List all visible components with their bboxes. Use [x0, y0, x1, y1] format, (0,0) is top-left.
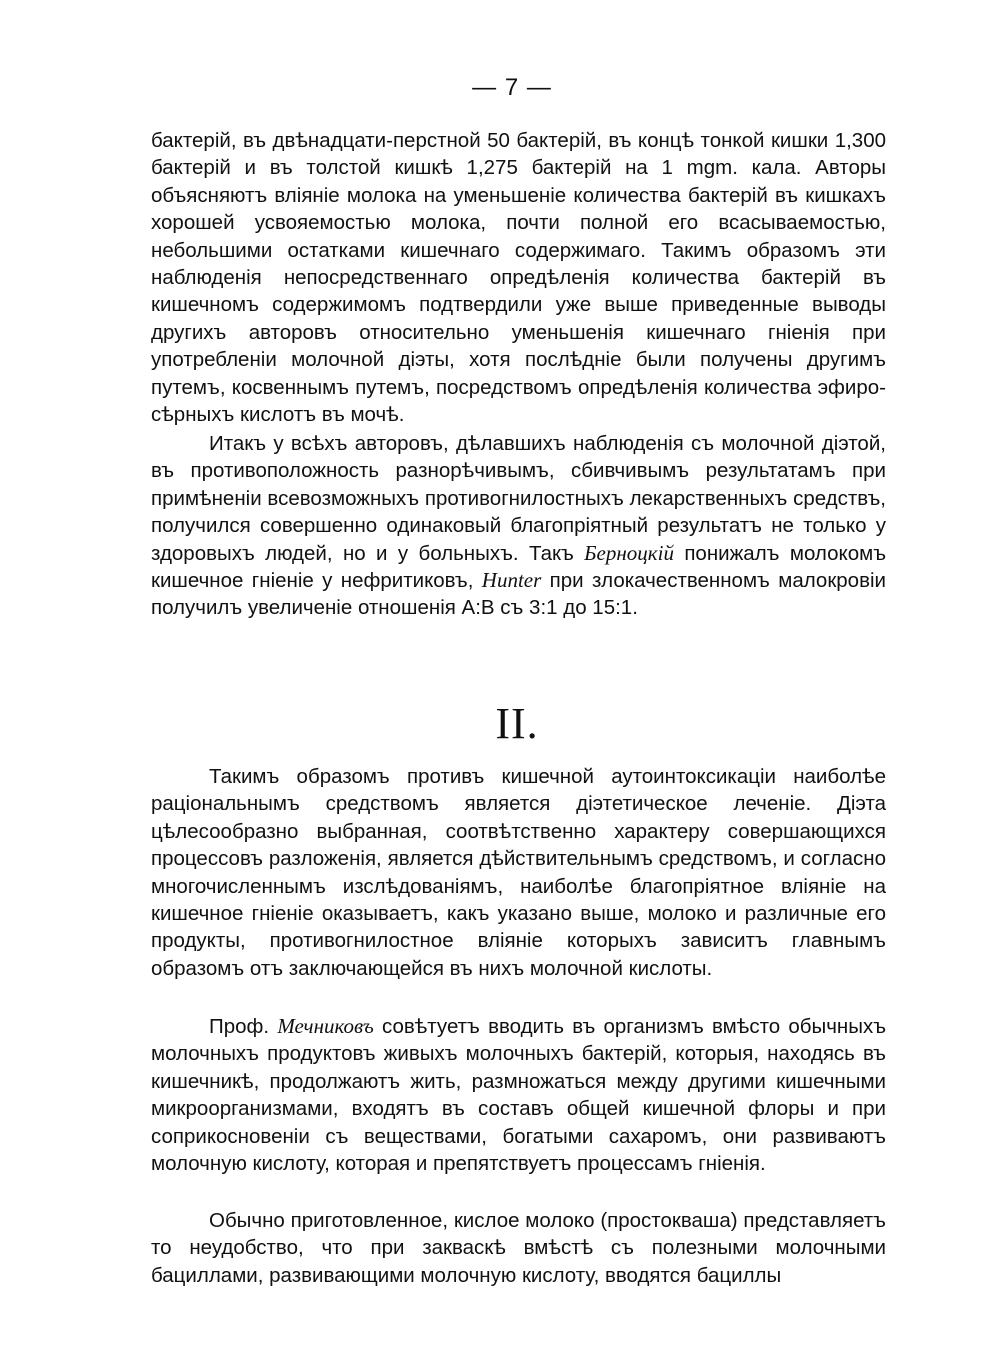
paragraph-text: Итакъ у всѣхъ авторовъ, дѣлавшихъ наблюденія съ молочной діэтой, въ противоположность разнорѣчивымъ, сбивчивымъ результатамъ при примѣненіи всевозможныхъ противогнилостныхъ лекарственныхъ средствъ, получился совершенно одинаковый благопріятный результатъ не только у здоровыхъ людей, но и у больныхъ. Такъ [151, 432, 886, 565]
paragraph-sour-milk [151, 1207, 886, 1289]
paragraph-text: Такимъ образомъ противъ кишечной аутоинтоксикаціи наиболѣе раціональнымъ средствомъ является діэтетическое леченіе. Діэта цѣлесообразно выбранная, соотвѣтственно характеру совершающихся процессовъ разложенія, является дѣйствительнымъ средствомъ, и согласно многочисленнымъ изслѣдованіямъ, наиболѣе благопріятное вліяніе на кишечное гніеніе оказываетъ, какъ указано выше, молоко и различные его продукты, противогнилостное вліяніе которыхъ зависитъ главнымъ образомъ отъ заключающейся въ нихъ молочной кислоты. [151, 765, 886, 980]
page-number: — 7 — [472, 74, 552, 101]
paragraph-bacteria-counts [151, 127, 886, 428]
paragraph-text: при злокачественномъ малокровіи получилъ увеличеніе отношенія А:В съ 3:1 до 15:1. [151, 569, 886, 620]
paragraph-text: понижалъ молокомъ кишечное гніеніе у нефритиковъ, [151, 541, 887, 593]
paragraph-text: Проф. [209, 1015, 278, 1038]
section-heading: II. [495, 699, 539, 748]
author-name-metchnikoff: Мечниковъ [277, 1014, 374, 1038]
author-name-bernotsky: Берноцкій [584, 540, 674, 565]
paragraph-text: Обычно приготовленное, кислое молоко (простокваша) представляетъ то неудобство, что при закваскѣ вмѣстѣ съ полезными молочными бациллами, развивающими молочную кислоту, вводятся бациллы [151, 1209, 886, 1287]
paragraph-text: совѣтуетъ вводить въ организмъ вмѣсто обычныхъ молочныхъ продуктовъ живыхъ молочныхъ бактерій, которыя, находясь въ кишечникѣ, продолжаютъ жить, размножаться между другими кишечными микроорганизмами, входятъ въ составъ общей кишечной флоры и при соприкосновеніи съ веществами, богатыми сахаромъ, они развиваютъ молочную кислоту, которая и препятствуетъ процессамъ гніенія. [151, 1015, 887, 1176]
paragraph-milk-diet-results [151, 430, 886, 622]
paragraph-dietetic-treatment [151, 763, 886, 982]
author-name-hunter: Hunter [481, 568, 542, 593]
paragraph-text: бактерій, въ двѣнадцати-перстной 50 бактерій, въ концѣ тонкой кишки 1,300 бактерій и въ толстой кишкѣ 1,275 бактерій на 1 mgm. кала. Авторы объясняютъ вліяніе молока на уменьшеніе количества бактерій въ кишкахъ хорошей усвояемостью молока, почти полной его всасываемостью, небольшими остатками кишечнаго содержимаго. Такимъ образомъ эти наблюденія непосредственнаго опредѣленія количества бактерій въ кишечномъ содержимомъ подтвердили уже выше приведенные выводы другихъ авторовъ относительно уменьшенія кишечнаго гніенія при употребленіи молочной діэты, хотя послѣдніе были получены другимъ путемъ, косвеннымъ путемъ, посредствомъ опредѣленія количества эфиро-сѣрныхъ кислотъ въ мочѣ. [151, 129, 886, 427]
paragraph-metchnikoff [151, 1013, 886, 1177]
